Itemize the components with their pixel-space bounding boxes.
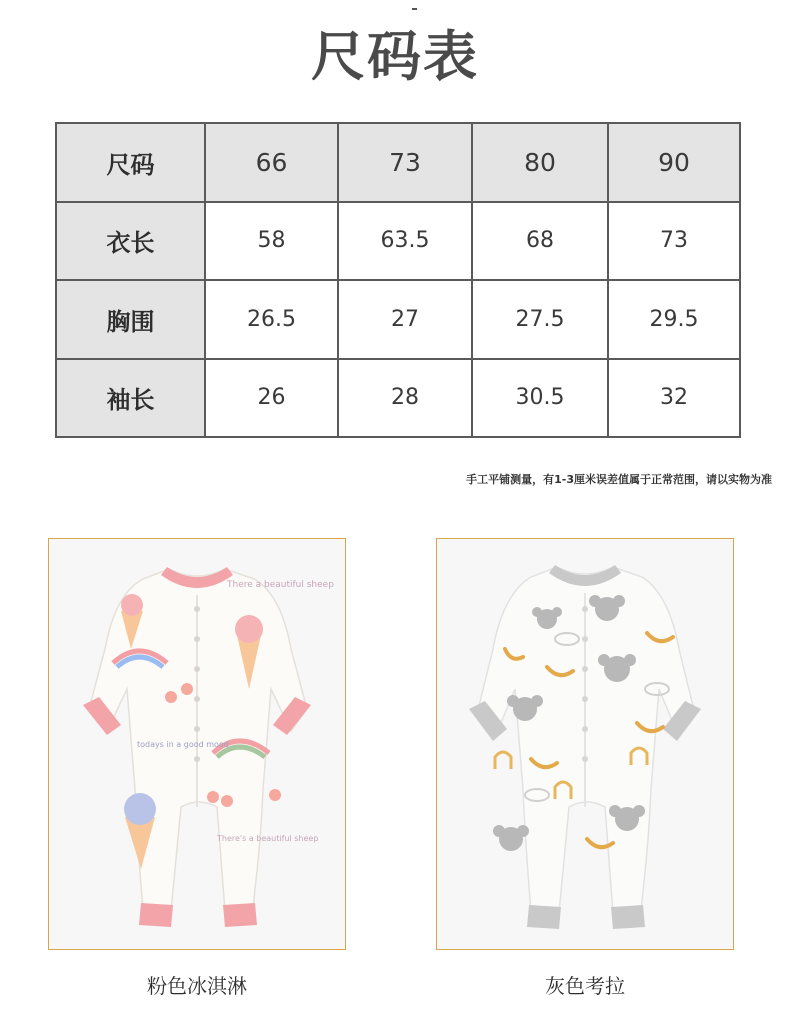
- product-caption-grey: 灰色考拉: [545, 974, 625, 998]
- product-image-grey: [436, 538, 734, 950]
- value-cell: 32: [608, 359, 740, 438]
- value-cell: 30.5: [472, 359, 608, 438]
- print-text: todays in a good mood: [137, 740, 229, 749]
- romper-illustration-grey: [437, 539, 733, 949]
- print-text: There a beautiful sheep: [227, 580, 334, 590]
- value-cell: 27: [338, 280, 472, 359]
- print-text: There's a beautiful sheep: [217, 834, 319, 843]
- measurement-note: 手工平铺测量，有1-3厘米误差值属于正常范围，请以实物为准: [466, 473, 772, 486]
- table-row-sleeve: [56, 359, 740, 438]
- row-label: 胸围: [56, 280, 205, 359]
- value-cell: 29.5: [608, 280, 740, 359]
- size-cell: 80: [472, 123, 608, 202]
- value-cell: 58: [205, 202, 338, 281]
- table-header-row: [56, 123, 740, 202]
- product-caption-pink: 粉色冰淇淋: [147, 974, 247, 998]
- product-image-pink: [48, 538, 346, 950]
- size-chart-table: [55, 122, 741, 438]
- value-cell: 28: [338, 359, 472, 438]
- row-label: 袖长: [56, 359, 205, 438]
- value-cell: 26.5: [205, 280, 338, 359]
- value-cell: 26: [205, 359, 338, 438]
- title-mark: [412, 8, 417, 10]
- size-cell: 66: [205, 123, 338, 202]
- size-cell: 90: [608, 123, 740, 202]
- value-cell: 73: [608, 202, 740, 281]
- size-cell: 73: [338, 123, 472, 202]
- row-label: 衣长: [56, 202, 205, 281]
- header-label: 尺码: [56, 123, 205, 202]
- value-cell: 68: [472, 202, 608, 281]
- value-cell: 63.5: [338, 202, 472, 281]
- table-row-chest: [56, 280, 740, 359]
- page-title: 尺码表: [311, 25, 479, 88]
- value-cell: 27.5: [472, 280, 608, 359]
- table-row-length: [56, 202, 740, 281]
- romper-illustration-pink: [49, 539, 345, 949]
